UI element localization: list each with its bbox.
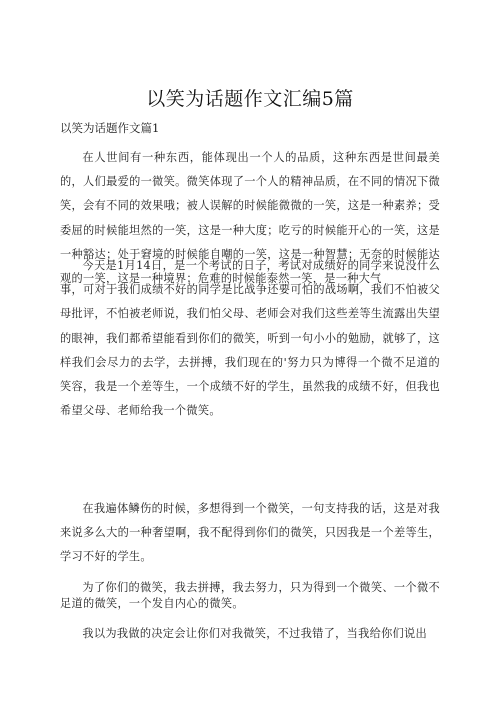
paragraph-1: 在人世间有一种东西，能体现出一个人的品质，这种东西是世间最美的，人们最爱的一微笑。微笑体现了一个人的精神品质，在不同的情况下微笑，会有不同的效果哦；被人误解的时候能微微的一笑，这是一种素养；受委屈的时候能坦然的一笑，这是一种大度；吃亏的时候能开心的一笑，这是一种豁达；处于窘境的时候能自嘲的一笑，这是一种智慧；无奈的时候能达观的一笑，这是一种境界；危难的时候能泰然一笑，是一种大气 bbox=[60, 151, 440, 286]
paragraph-2: 今天是1月14日，是一个考试的日子，考试对成绩好的同学来说没什么事，可对于我们成绩不好的同学是比战争还要可怕的战场啊，我们不怕被父母批评，不怕被老师说，我们怕父母、老师会对我们这些差等生流露出失望的眼神，我们都希望能看到你们的微笑，听到一句小小的勉励，就够了，这样我们会尽力的去学，去拼搏，我们现在的'努力只为博得一个微不足道的笑容，我是一个差等生，一个成绩不好的学生，虽然我的成绩不好，但我也希望父母、老师给我一个微笑。 bbox=[60, 259, 440, 418]
paragraph-3: 在我遍体鳞伤的时候，多想得到一个微笑，一句支持我的话，这是对我来说多么大的一种奢望啊，我不配得到你们的微笑，只因我是一个差等生，学习不好的学生。 bbox=[60, 502, 440, 564]
paragraph-4: 为了你们的微笑，我去拼搏，我去努力，只为得到一个微笑、一个微不足道的微笑，一个发自内心的微笑。 bbox=[60, 581, 440, 610]
section-heading: 以笑为话题作文篇1 bbox=[60, 121, 160, 135]
document-title: 以笑为话题作文汇编5篇 bbox=[146, 88, 354, 110]
paragraph-5: 我以为我做的决定会让你们对我微笑，不过我错了，当我给你们说出 bbox=[82, 627, 428, 640]
